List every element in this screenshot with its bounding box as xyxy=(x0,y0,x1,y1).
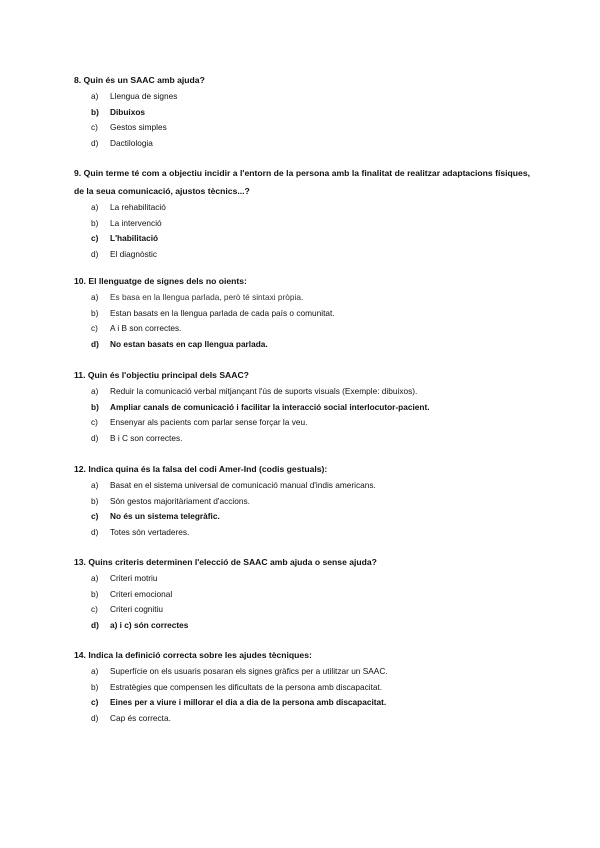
option-letter: d) xyxy=(91,432,99,443)
option-c xyxy=(74,695,530,711)
option-letter: c) xyxy=(91,604,98,614)
option-b xyxy=(74,216,530,232)
option-list xyxy=(74,571,530,633)
option-b xyxy=(74,306,530,322)
option-letter: c) xyxy=(91,697,99,707)
option-letter: d) xyxy=(91,526,99,537)
option-letter: c) xyxy=(91,323,98,333)
option-d xyxy=(74,618,530,634)
option-d xyxy=(74,247,530,263)
option-text: a) i c) són correctes xyxy=(110,619,189,630)
question-title: 9. Quin terme té com a objectiu incidir a l'entorn de la persona amb la finalitat de realitzar adaptacions físiques, de la seua comunicació, ajustos tècnics...? xyxy=(74,168,530,196)
option-letter: d) xyxy=(91,712,99,723)
option-b xyxy=(74,400,530,416)
option-letter: a) xyxy=(91,91,99,101)
option-a xyxy=(74,200,530,216)
option-a xyxy=(74,89,530,105)
option-letter: b) xyxy=(91,307,99,318)
option-d xyxy=(74,136,530,152)
option-text: No estan basats en cap llengua parlada. xyxy=(110,338,268,349)
option-letter: c) xyxy=(91,417,98,427)
option-letter: c) xyxy=(91,233,99,243)
option-letter: a) xyxy=(91,573,99,583)
option-text: Basat en el sistema universal de comunicació manual d'indis americans. xyxy=(110,480,376,490)
question-10 xyxy=(74,272,530,352)
option-b xyxy=(74,587,530,603)
option-letter: a) xyxy=(91,202,99,212)
option-list xyxy=(74,290,530,352)
option-text: Es basa en la llengua parlada, però té sintaxi pròpia. xyxy=(110,292,304,302)
option-text: Criteri motriu xyxy=(110,573,158,583)
option-b xyxy=(74,105,530,121)
option-b xyxy=(74,494,530,510)
option-a xyxy=(74,478,530,494)
option-a xyxy=(74,290,530,306)
question-title: 11. Quin és l'objectiu principal dels SAAC? xyxy=(74,370,249,380)
option-text: L'habilitació xyxy=(110,233,159,243)
option-list xyxy=(74,478,530,540)
option-c xyxy=(74,231,530,247)
option-letter: a) xyxy=(91,386,99,396)
option-text: Ensenyar als pacients com parlar sense forçar la veu. xyxy=(110,417,308,427)
option-list xyxy=(74,664,530,726)
option-c xyxy=(74,509,530,525)
option-text: Estan basats en la llengua parlada de cada país o comunitat. xyxy=(110,307,335,318)
option-letter: d) xyxy=(91,619,99,630)
option-text: La intervenció xyxy=(110,217,162,228)
option-c xyxy=(74,120,530,136)
option-text: Totes són vertaderes. xyxy=(110,526,190,537)
option-list xyxy=(74,89,530,151)
option-text: Criteri cognitiu xyxy=(110,604,164,614)
option-letter: b) xyxy=(91,588,99,599)
question-14 xyxy=(74,646,530,726)
option-d xyxy=(74,337,530,353)
option-text: No és un sistema telegràfic. xyxy=(110,511,220,521)
option-letter: d) xyxy=(91,338,99,349)
option-a xyxy=(74,384,530,400)
option-text: B i C son correctes. xyxy=(110,432,183,443)
option-a xyxy=(74,664,530,680)
option-text: La rehabilitació xyxy=(110,202,166,212)
option-text: Eines per a viure i millorar el dia a dia de la persona amb discapacitat. xyxy=(110,697,387,707)
question-9 xyxy=(74,164,530,262)
option-letter: d) xyxy=(91,137,99,148)
question-11 xyxy=(74,366,530,446)
option-letter: b) xyxy=(91,106,99,117)
option-letter: a) xyxy=(91,666,99,676)
option-b xyxy=(74,680,530,696)
option-text: Estratègies que compensen les dificultats de la persona amb discapacitat. xyxy=(110,681,383,692)
question-title: 8. Quin és un SAAC amb ajuda? xyxy=(74,75,205,85)
option-letter: b) xyxy=(91,217,99,228)
question-8 xyxy=(74,71,530,151)
option-letter: c) xyxy=(91,122,98,132)
option-d xyxy=(74,431,530,447)
option-d xyxy=(74,525,530,541)
question-title: 13. Quins criteris determinen l'elecció de SAAC amb ajuda o sense ajuda? xyxy=(74,557,377,567)
option-text: Cap és correcta. xyxy=(110,712,171,723)
option-letter: a) xyxy=(91,292,99,302)
option-letter: b) xyxy=(91,681,99,692)
question-title: 10. El llenguatge de signes dels no oients: xyxy=(74,276,247,286)
option-letter: b) xyxy=(91,495,99,506)
option-text: Gestos simples xyxy=(110,122,167,132)
question-title: 14. Indica la definició correcta sobre les ajudes tècniques: xyxy=(74,650,312,660)
option-text: Superfície on els usuaris posaran els signes gràfics per a utilitzar un SAAC. xyxy=(110,666,388,676)
option-letter: a) xyxy=(91,480,99,490)
option-c xyxy=(74,602,530,618)
option-letter: b) xyxy=(91,401,99,412)
option-text: Ampliar canals de comunicació i facilitar la interacció social interlocutor-pacient. xyxy=(110,401,430,412)
question-12 xyxy=(74,460,530,540)
option-text: Dactilologia xyxy=(110,137,153,148)
option-text: Criteri emocional xyxy=(110,588,173,599)
option-text: A i B son correctes. xyxy=(110,323,182,333)
option-text: Dibuixos xyxy=(110,106,146,117)
option-list xyxy=(74,200,530,262)
option-c xyxy=(74,321,530,337)
option-letter: d) xyxy=(91,248,99,259)
option-text: El diagnòstic xyxy=(110,248,158,259)
option-list xyxy=(74,384,530,446)
question-13 xyxy=(74,553,530,633)
option-d xyxy=(74,711,530,727)
option-text: Reduir la comunicació verbal mitjançant l'ús de suports visuals (Exemple: dibuixos). xyxy=(110,386,418,396)
option-text: Llengua de signes xyxy=(110,91,178,101)
option-a xyxy=(74,571,530,587)
option-text: Són gestos majoritàriament d'accions. xyxy=(110,495,250,506)
option-c xyxy=(74,415,530,431)
option-letter: c) xyxy=(91,511,99,521)
question-title: 12. Indica quina és la falsa del codi Amer-Ind (codis gestuals): xyxy=(74,464,328,474)
